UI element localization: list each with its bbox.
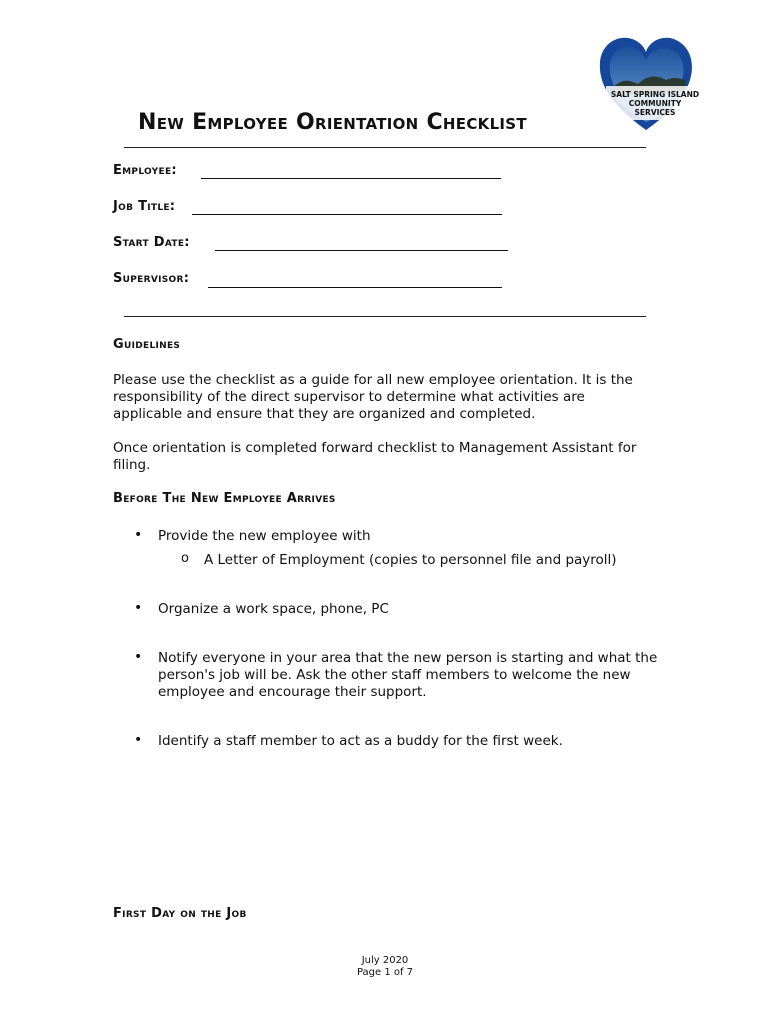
before-arrival-heading: Before The New Employee Arrives xyxy=(113,491,336,506)
guidelines-paragraph-2: Once orientation is completed forward checklist to Management Assistant for filing. xyxy=(113,440,637,473)
organization-logo xyxy=(596,30,698,134)
logo-line-3: SERVICES xyxy=(634,108,676,117)
start-date-field[interactable] xyxy=(215,249,508,251)
job-title-label: Job Title: xyxy=(113,199,176,214)
fields-divider xyxy=(124,316,646,317)
employee-label: Employee: xyxy=(113,163,177,178)
supervisor-label: Supervisor: xyxy=(113,271,190,286)
bullet-marker: • xyxy=(134,649,143,665)
page-title: New Employee Orientation Checklist xyxy=(138,110,527,135)
heart-logo-icon xyxy=(596,30,698,134)
list-item: Notify everyone in your area that the new person is starting and what the person's job will be. Ask the other staff members to welcome the new employee and encourage their support. xyxy=(158,650,658,700)
list-item: Identify a staff member to act as a buddy for the first week. xyxy=(158,733,563,749)
logo-line-1: SALT SPRING ISLAND xyxy=(610,90,700,99)
footer-date: July 2020 xyxy=(361,955,409,966)
supervisor-field[interactable] xyxy=(208,286,502,288)
bullet-marker: • xyxy=(134,732,143,748)
logo-line-2: COMMUNITY xyxy=(628,99,682,108)
sub-bullet-marker: o xyxy=(181,551,189,566)
guidelines-paragraph-1: Please use the checklist as a guide for all new employee orientation. It is the responsibility of the direct supervisor to determine what activities are applicable and ensure that they are organized and completed. xyxy=(113,372,633,422)
list-item: Organize a work space, phone, PC xyxy=(158,601,389,617)
page-footer xyxy=(335,955,435,979)
guidelines-heading: Guidelines xyxy=(113,337,181,352)
footer-page-number: Page 1 of 7 xyxy=(356,967,414,978)
first-day-heading: First Day on the Job xyxy=(113,906,247,921)
start-date-label: Start Date: xyxy=(113,235,190,250)
list-item: Provide the new employee with xyxy=(158,528,371,544)
bullet-marker: • xyxy=(134,527,143,543)
sub-list-item: A Letter of Employment (copies to personnel file and payroll) xyxy=(204,552,617,568)
job-title-field[interactable] xyxy=(192,213,502,215)
employee-field[interactable] xyxy=(201,177,501,179)
title-divider xyxy=(124,147,646,148)
bullet-marker: • xyxy=(134,600,143,616)
